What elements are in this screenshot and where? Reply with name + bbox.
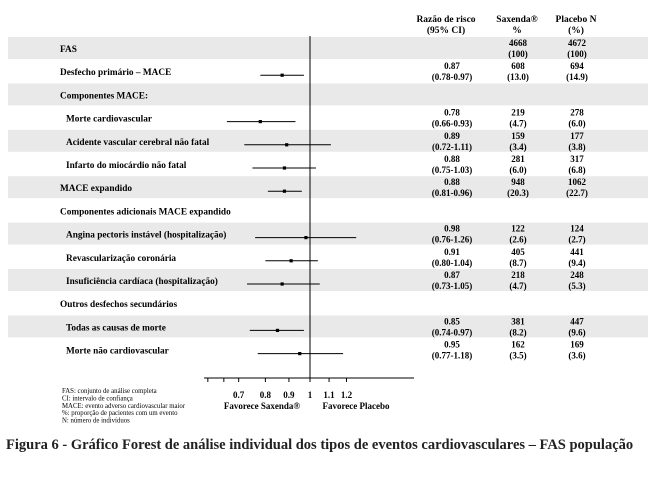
point-estimate	[276, 329, 279, 332]
placebo-pct: (22.7)	[566, 188, 588, 199]
placebo-pct: (3.6)	[568, 350, 586, 361]
row-label: Outros desfechos secundários	[60, 300, 178, 311]
ci-value: (0.73-1.05)	[431, 281, 473, 291]
footnote-line: %: proporção de pacientes com um evento	[62, 410, 178, 418]
placebo-pct: (5.3)	[568, 281, 586, 291]
tick-label: 0.9	[283, 390, 295, 400]
tick-label: 0.8	[259, 390, 271, 400]
saxenda-n: 162	[511, 339, 525, 350]
point-estimate	[304, 236, 307, 239]
placebo-pct: (9.4)	[568, 257, 586, 268]
hr-value: 0.88	[444, 154, 460, 164]
placebo-pct: (3.8)	[568, 141, 586, 152]
placebo-pct: (6.0)	[568, 118, 586, 129]
row-label: MACE expandido	[60, 184, 133, 195]
ci-value: (0.66-0.93)	[431, 118, 473, 129]
row-label: Componentes MACE:	[60, 91, 149, 102]
hr-header-ci: (95% CI)	[426, 26, 466, 36]
placebo-header: Placebo N	[555, 15, 597, 25]
placebo-n: 177	[570, 130, 584, 141]
saxenda-pct: (13.0)	[507, 72, 529, 83]
ci-value: (0.81-0.96)	[431, 188, 473, 199]
point-estimate	[290, 259, 293, 262]
placebo-n: 169	[570, 339, 584, 350]
row-label: Acidente vascular cerebral não fatal	[66, 137, 210, 148]
saxenda-header: Saxenda®	[496, 15, 538, 25]
placebo-n: 124	[570, 223, 584, 234]
row-shade	[8, 37, 648, 59]
placebo-pct: (9.6)	[568, 327, 586, 338]
ci-value: (0.72-1.11)	[432, 141, 472, 152]
hr-value: 0.88	[444, 177, 460, 188]
saxenda-pct: (8.2)	[509, 327, 527, 338]
saxenda-pct: (2.6)	[509, 234, 527, 245]
footnote-line: CI: intervalo de confiança	[62, 395, 133, 403]
saxenda-pct: (3.4)	[509, 141, 527, 152]
hr-value: 0.87	[444, 270, 460, 280]
column-headers	[416, 14, 596, 36]
ci-value: (0.77-1.18)	[431, 350, 473, 361]
tick-label: 1.1	[323, 390, 335, 400]
placebo-n: 317	[570, 154, 584, 164]
saxenda-pct: (6.0)	[509, 165, 527, 175]
ci-value: (0.80-1.04)	[431, 257, 473, 268]
row-label: Infarto do miocárdio não fatal	[66, 161, 187, 171]
row-label: Insuficiência cardíaca (hospitalização)	[66, 277, 218, 287]
figure-caption: Figura 6 - Gráfico Forest de análise individual dos tipos de eventos cardiovasculares – FAS população	[6, 437, 634, 453]
saxenda-n: 281	[511, 154, 525, 164]
placebo-pct: (6.8)	[568, 165, 586, 175]
placebo-n: 1062	[568, 177, 586, 188]
point-estimate	[285, 143, 288, 146]
saxenda-n: 405	[511, 246, 525, 257]
tick-label: 1.2	[340, 390, 353, 400]
hr-value: 0.87	[444, 61, 460, 72]
ci-value: (0.75-1.03)	[431, 165, 473, 175]
footnote-line: N: número de indivíduos	[62, 417, 130, 425]
row-label: Morte cardiovascular	[66, 114, 152, 125]
row-label: Morte não cardiovascular	[66, 346, 169, 357]
point-estimate	[259, 120, 262, 123]
footnote-line: FAS: conjunto de análise completa	[62, 388, 157, 395]
ci-value: (0.74-0.97)	[431, 327, 473, 338]
saxenda-pct: (20.3)	[507, 188, 529, 199]
saxenda-n: 948	[511, 177, 525, 188]
row-label: Angina pectoris instável (hospitalização)	[66, 230, 227, 241]
placebo-n: 694	[570, 61, 584, 72]
placebo-n: 447	[570, 316, 584, 327]
placebo-n: 4672	[568, 38, 586, 48]
placebo-n: 441	[570, 246, 584, 257]
hr-value: 0.85	[444, 316, 460, 327]
row-label: Desfecho primário – MACE	[60, 68, 172, 79]
placebo-pct: (100)	[567, 49, 587, 59]
saxenda-n: 219	[511, 107, 525, 118]
hr-value: 0.89	[444, 130, 460, 141]
placebo-pct: (2.7)	[568, 234, 586, 245]
footnote-line: MACE: evento adverso cardiovascular maior	[62, 402, 186, 410]
row-label: Revascularização coronária	[66, 253, 177, 264]
placebo-header-pct: (%)	[568, 26, 584, 36]
ci-value: (0.76-1.26)	[431, 234, 473, 245]
hr-value: 0.98	[444, 223, 460, 234]
saxenda-pct: (4.7)	[509, 281, 527, 291]
saxenda-pct: (4.7)	[509, 118, 527, 129]
saxenda-n: 122	[511, 223, 525, 234]
hr-value: 0.91	[444, 246, 460, 257]
saxenda-n: 4668	[509, 38, 527, 48]
ci-value: (0.78-0.97)	[431, 72, 473, 83]
saxenda-n: 381	[511, 316, 525, 327]
favours-saxenda-label: Favorece Saxenda®	[223, 401, 301, 411]
point-estimate	[281, 282, 284, 285]
point-estimate	[281, 74, 284, 77]
tick-label: 0.7	[233, 390, 245, 400]
point-estimate	[283, 190, 286, 193]
saxenda-n: 218	[511, 270, 525, 280]
point-estimate	[298, 352, 301, 355]
placebo-n: 278	[570, 107, 584, 118]
saxenda-pct: (3.5)	[509, 350, 527, 361]
row-label: FAS	[60, 45, 77, 55]
hr-value: 0.95	[444, 339, 460, 350]
hr-header: Razão de risco	[416, 15, 476, 25]
saxenda-n: 159	[511, 130, 525, 141]
tick-label: 1	[307, 390, 313, 400]
saxenda-pct: (100)	[508, 49, 528, 59]
x-axis	[204, 378, 414, 411]
footnotes	[62, 388, 186, 425]
saxenda-pct: (8.7)	[509, 257, 527, 268]
placebo-n: 248	[570, 270, 584, 280]
hr-value: 0.78	[444, 107, 460, 118]
point-estimate	[283, 166, 286, 169]
favours-placebo-label: Favorece Placebo	[322, 401, 390, 411]
saxenda-n: 608	[511, 61, 525, 72]
row-label: Componentes adicionais MACE expandido	[60, 207, 231, 218]
saxenda-header-pct: %	[512, 26, 522, 36]
placebo-pct: (14.9)	[566, 72, 588, 83]
row-label: Todas as causas de morte	[66, 323, 166, 334]
